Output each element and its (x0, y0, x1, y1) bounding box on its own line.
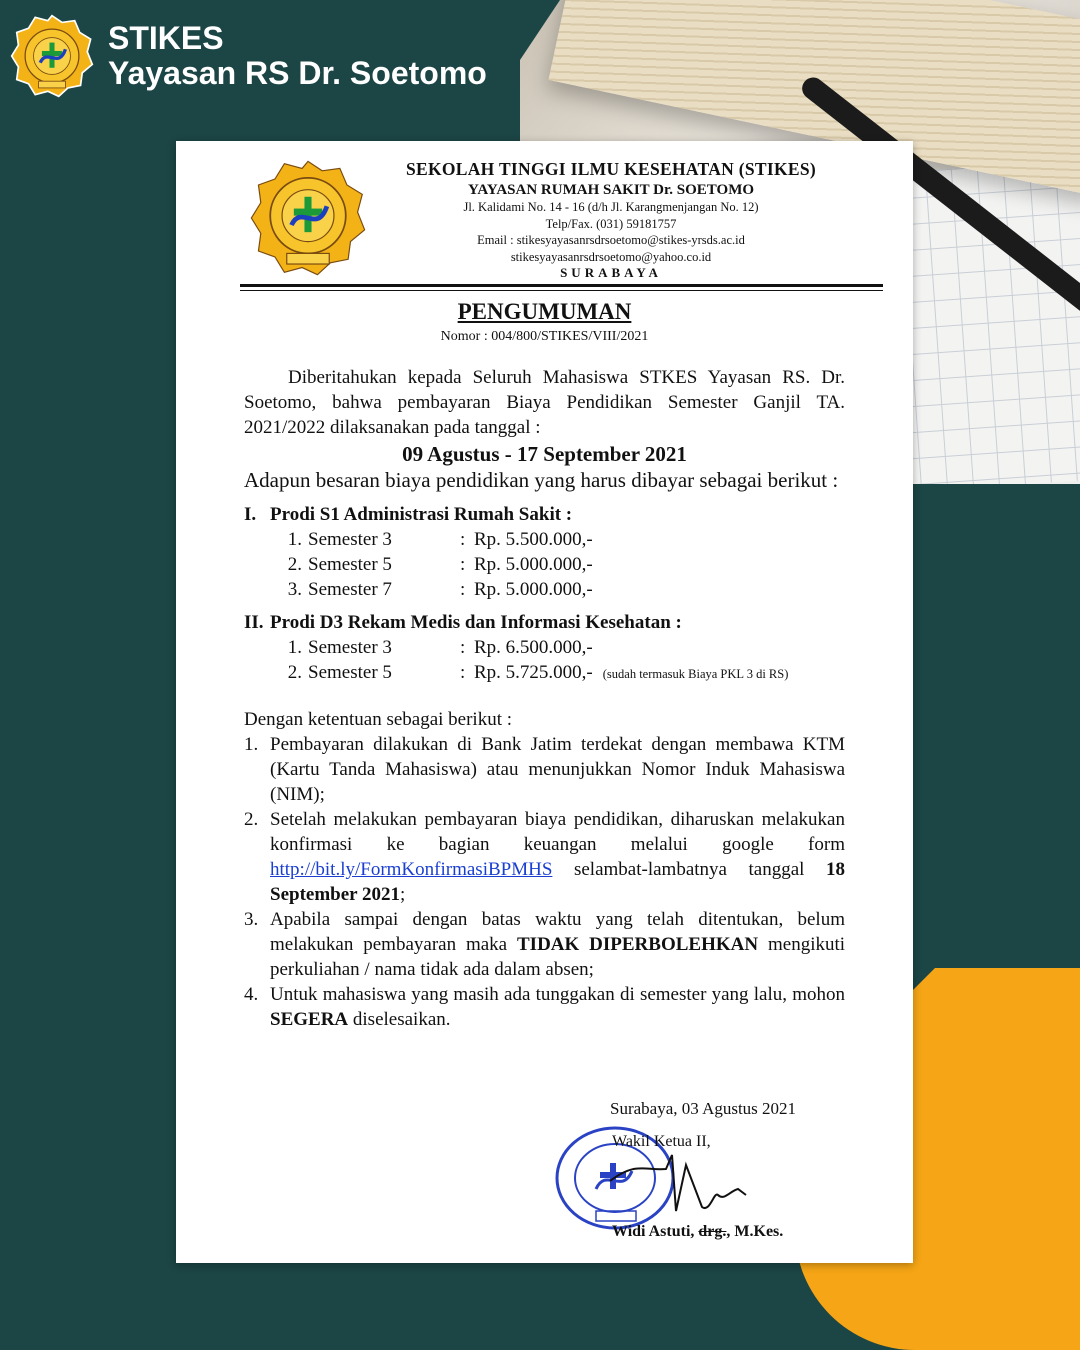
address: Jl. Kalidami No. 14 - 16 (d/h Jl. Karangmenjangan No. 12) (463, 200, 759, 214)
header-line-2: Yayasan RS Dr. Soetomo (108, 55, 487, 91)
fee-row-amount: Rp. 6.500.000,- (474, 637, 593, 658)
fee-row-number: 2. (287, 554, 302, 575)
section-title: Prodi S1 Administrasi Rumah Sakit : (270, 504, 573, 525)
letterhead (376, 159, 846, 281)
fee-row: 1. Semester 3 : Rp. 5.500.000,- (244, 527, 845, 552)
section-title: Prodi D3 Rekam Medis dan Informasi Kesehatan : (270, 612, 682, 633)
condition-text: Setelah melakukan pembayaran biaya pendidikan, diharuskan melakukan konfirmasi ke bagian keuangan melalui google form http://bit.ly/FormKonfirmasiBPMHS selambat-lambatnya tanggal 18 September 2021; (270, 809, 846, 905)
signatory-title-struck: drg. (698, 1223, 727, 1240)
section-number: II. (244, 612, 264, 633)
conditions-list (244, 732, 845, 1032)
section-heading (244, 610, 845, 635)
header-line-1: STIKES (108, 20, 224, 56)
fee-row-number: 3. (287, 579, 302, 600)
google-form-link[interactable]: http://bit.ly/FormKonfirmasiBPMHS (270, 859, 553, 880)
header-title (108, 21, 487, 91)
conditions-intro: Dengan ketentuan sebagai berikut : (244, 709, 513, 730)
fee-row-label: Semester 7 (308, 579, 392, 600)
foundation-name: YAYASAN RUMAH SAKIT Dr. SOETOMO (467, 182, 755, 198)
fee-row-note: (sudah termasuk Biaya PKL 3 di RS) (602, 667, 789, 681)
condition-3-emphasis: TIDAK DIPERBOLEHKAN (517, 934, 759, 955)
signatory-name-first: Widi Astuti, (612, 1223, 695, 1240)
letterhead-rule-thin (240, 290, 883, 291)
condition-2-text: Setelah melakukan pembayaran biaya pendidikan, diharuskan melakukan konfirmasi ke bagian keuangan melalui google form (270, 809, 845, 855)
institution-name: SEKOLAH TINGGI ILMU KESEHATAN (STIKES) (405, 159, 817, 179)
signature-date: Surabaya, 03 Agustus 2021 (610, 1099, 797, 1118)
email-line-2: stikesyayasanrsdrsoetomo@yahoo.co.id (510, 249, 712, 264)
fee-row-number: 1. (287, 529, 302, 550)
letterhead-seal-icon (246, 159, 370, 277)
section-number: I. (244, 504, 257, 525)
condition-4-text: Untuk mahasiswa yang masih ada tunggakan di semester yang lalu, mohon (270, 984, 845, 1005)
fee-row-amount: Rp. 5.500.000,- (474, 529, 593, 550)
phone: Telp/Fax. (031) 59181757 (545, 216, 677, 231)
condition-3-text: Apabila sampai dengan batas waktu yang telah ditentukan, belum melakukan pembayaran maka (270, 909, 845, 955)
condition-3-text-end: mengikuti perkuliahan / nama tidak ada dalam absen; (270, 934, 846, 980)
signatory-role: Wakil Ketua II, (612, 1133, 711, 1150)
stikes-seal-icon (10, 14, 94, 98)
handwritten-signature-icon (606, 1151, 766, 1217)
document-body (244, 365, 845, 1032)
fees-intro: Adapun besaran biaya pendidikan yang harus dibayar sebagai berikut : (244, 468, 839, 492)
document-number: Nomor : 004/800/STIKES/VIII/2021 (440, 329, 649, 344)
condition-4-text-end: diselesaikan. (352, 1009, 451, 1030)
condition-4-emphasis: SEGERA (270, 1009, 349, 1030)
condition-item: 3. Apabila sampai dengan batas waktu yang telah ditentukan, belum melakukan pembayaran maka TIDAK DIPERBOLEHKAN mengikuti perkuliahan / nama tidak ada dalam absen; (244, 909, 846, 980)
confirmation-deadline: 18 September 2021 (270, 859, 846, 905)
payment-period: 09 Agustus - 17 September 2021 (402, 442, 687, 466)
condition-text (270, 982, 845, 1032)
fee-row-number: 2. (287, 662, 302, 683)
city: SURABAYA (560, 265, 662, 280)
fee-row: 2. Semester 5 : Rp. 5.000.000,- (244, 552, 845, 577)
fee-row-amount: Rp. 5.000.000,- (474, 554, 593, 575)
fee-row: 1. Semester 3 : Rp. 6.500.000,- (244, 635, 845, 660)
header (10, 14, 487, 98)
intro-paragraph: Diberitahukan kepada Seluruh Mahasiswa STKES Yayasan RS. Dr. Soetomo, bahwa pembayaran Biaya Pendidikan Semester Ganjil TA. 2021/2022 dilaksanakan pada tanggal : (244, 367, 845, 438)
condition-2-deadline-text: selambat-lambatnya tanggal (573, 859, 805, 880)
fee-row-label: Semester 3 (308, 637, 392, 658)
fee-row-number: 1. (287, 637, 302, 658)
fee-row-label: Semester 3 (308, 529, 392, 550)
fee-row-amount: Rp. 5.000.000,- (474, 579, 593, 600)
announcement-document (176, 141, 913, 1263)
signatory-name-suffix: , M.Kes. (726, 1223, 784, 1240)
section-heading (244, 502, 845, 527)
fee-row-amount: Rp. 5.725.000,- (474, 662, 593, 683)
signatory-name (612, 1223, 783, 1241)
condition-item: 1. Pembayaran dilakukan di Bank Jatim terdekat dengan membawa KTM (Kartu Tanda Mahasiswa) atau menunjukkan Nomor Induk Mahasiswa (NIM); (244, 734, 845, 805)
letterhead-rule (240, 284, 883, 287)
fee-row: 3. Semester 7 : Rp. 5.000.000,- (244, 577, 845, 602)
condition-item: 4. Untuk mahasiswa yang masih ada tunggakan di semester yang lalu, mohon SEGERA diselesaikan. (244, 984, 845, 1030)
document-title: PENGUMUMAN (457, 299, 632, 324)
condition-text (270, 907, 845, 982)
fee-row-label: Semester 5 (308, 662, 392, 683)
condition-text: Pembayaran dilakukan di Bank Jatim terdekat dengan membawa KTM (Kartu Tanda Mahasiswa) atau menunjukkan Nomor Induk Mahasiswa (NIM); (270, 734, 845, 805)
condition-item: 2. Setelah melakukan pembayaran biaya pendidikan, diharuskan melakukan konfirmasi ke bagian keuangan melalui google form http://bit.ly/FormKonfirmasiBPMHS selambat-lambatnya tanggal 18 September 2021; (244, 809, 846, 905)
email-line-1: Email : stikesyayasanrsdrsoetomo@stikes-yrsds.ac.id (477, 233, 745, 247)
fee-row: 2. Semester 5 : Rp. 5.725.000,- (sudah termasuk Biaya PKL 3 di RS) (244, 660, 845, 687)
fee-row-label: Semester 5 (308, 554, 392, 575)
